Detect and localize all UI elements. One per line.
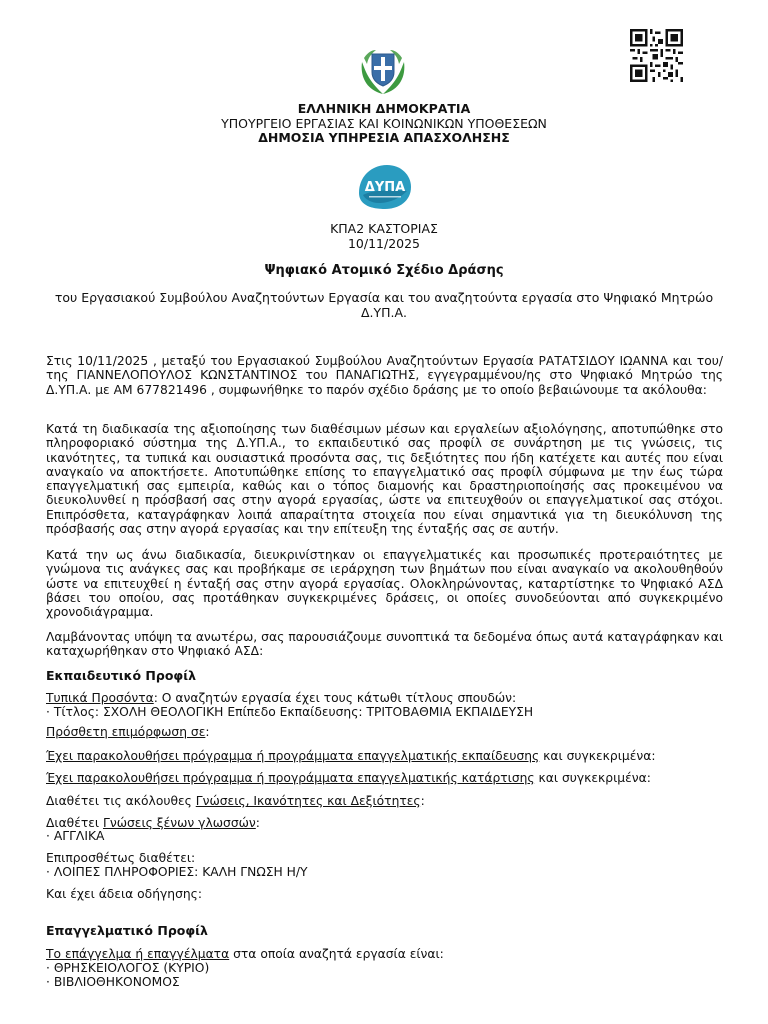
occupation-item-1: · ΘΡΗΣΚΕΙΟΛΟΓΟΣ (ΚΥΡΙΟ) <box>46 961 210 975</box>
skills-prefix: Διαθέτει τις ακόλουθες <box>46 794 196 808</box>
formal-qualifications-line <box>46 691 723 705</box>
formal-qualifications-label: Τυπικά Προσόντα <box>46 691 154 705</box>
summary-paragraph: Λαμβάνοντας υπόψη τα ανωτέρω, σας παρουσιάζουμε συνοπτικά τα δεδομένα όπως αυτά καταγράφηκαν και καταχωρήθηκαν στο Ψηφιακό ΑΣΔ: <box>46 630 723 659</box>
extra-training-line <box>46 725 723 739</box>
document-date: 10/11/2025 <box>347 236 421 251</box>
vocational-education-line <box>46 749 723 763</box>
office-name: ΚΠΑ2 ΚΑΣΤΟΡΙΑΣ <box>330 221 438 236</box>
extra-training-colon: : <box>205 725 210 739</box>
vocational-training-label: Έχει παρακολουθήσει πρόγραμμα ή προγράμματα επαγγελματικής κατάρτισης <box>46 771 535 785</box>
greek-emblem-icon <box>358 44 408 96</box>
ministry-heading: ΥΠΟΥΡΓΕΙΟ ΕΡΓΑΣΙΑΣ ΚΑΙ ΚΟΙΝΩΝΙΚΩΝ ΥΠΟΘΕΣΕΩΝ <box>221 116 547 131</box>
intro-paragraph: Στις 10/11/2025 , μεταξύ του Εργασιακού Συμβούλου Αναζητούντων Εργασία ΡΑΤΑΤΣΙΔΟΥ ΙΩΑΝΝΑ και του/της ΓΙΑΝΝΕΛΟΠΟΥΛΟΣ ΚΩΝΣΤΑΝΤΙΝΟΣ του ΠΑΝΑΓΙΩΤΗΣ, εγγεγραμμένου/ης στο Ψηφιακό Μητρώο της Δ.ΥΠ.Α. με ΑΜ 677821496 , συμφωνήθηκε το παρόν σχέδιο δράσης με το οποίο βεβαιώνουμε τα ακόλουθα: <box>46 354 723 397</box>
extra-training-label: Πρόσθετη επιμόρφωση σε <box>46 725 206 739</box>
vocational-education-label: Έχει παρακολουθήσει πρόγραμμα ή προγράμματα επαγγελματικής εκπαίδευσης <box>46 749 540 763</box>
professional-heading: Επαγγελματικό Προφίλ <box>46 923 208 938</box>
document-subtitle: του Εργασιακού Συμβούλου Αναζητούντων Εργασία και του αναζητούντα εργασία στο Ψηφιακό Μητρώο Δ.ΥΠ.Α. <box>54 290 714 320</box>
formal-qualifications-text: : Ο αναζητών εργασία έχει τους κάτωθι τίτλους σπουδών: <box>153 691 517 705</box>
driving-license-line: Και έχει άδεια οδήγησης: <box>46 887 203 901</box>
additional-item: · ΛΟΙΠΕΣ ΠΛΗΡΟΦΟΡΙΕΣ: ΚΑΛΗ ΓΝΩΣΗ Η/Υ <box>46 865 308 879</box>
languages-label: Γνώσεις ξένων γλωσσών <box>102 816 256 830</box>
qr-code-icon <box>629 29 684 82</box>
document-title: Ψηφιακό Ατομικό Σχέδιο Δράσης <box>264 263 504 278</box>
priorities-paragraph: Κατά την ως άνω διαδικασία, διευκρινίστηκαν οι επαγγελματικές και προσωπικές προτεραιότητες με γνώμονα τις ανάγκες σας και προβήκαμε σε ιεράρχηση των βημάτων που είναι αναγκαίο να ακολουθηθούν ώστε να επιτευχθεί η ένταξή σας στην αγορά εργασίας. Ολοκληρώνοντας, καταρτίστηκε το Ψηφιακό ΑΣΔ βάσει του οποίου, σας προτάθηκαν συγκεκριμένες δράσεις, οι οποίες συνοδεύονται από συγκεκριμένο χρονοδιάγραμμα. <box>46 548 723 620</box>
languages-prefix: Διαθέτει <box>46 816 103 830</box>
logo-text: ΔΥΠΑ <box>364 180 406 195</box>
vocational-training-line <box>46 771 723 785</box>
vocational-education-text: και συγκεκριμένα: <box>539 749 656 763</box>
skills-suffix: : <box>420 794 425 808</box>
degree-line: · Τίτλος: ΣΧΟΛΗ ΘΕΟΛΟΓΙΚΗ Επίπεδο Εκπαίδευσης: ΤΡΙΤΟΒΑΘΜΙΑ ΕΚΠΑΙΔΕΥΣΗ <box>46 705 534 719</box>
occupations-label: Το επάγγελμα ή επαγγέλματα <box>46 947 230 961</box>
education-heading: Εκπαιδευτικό Προφίλ <box>46 668 196 683</box>
occupations-text: στα οποία αναζητά εργασία είναι: <box>229 947 444 961</box>
country-heading: ΕΛΛΗΝΙΚΗ ΔΗΜΟΚΡΑΤΙΑ <box>297 101 471 116</box>
assessment-paragraph: Κατά τη διαδικασία της αξιοποίησης των διαθέσιμων μέσων και εργαλείων αξιολόγησης, αποτυπώθηκε στο πληροφοριακό σύστημα της Δ.ΥΠ.Α., το εκπαιδευτικό σας προφίλ σε συνάρτηση με τις γνώσεις, τις ικανότητες, τα τυπικά και ουσιαστικά προσόντα σας, τις δεξιότητες που ήδη κατέχετε και αυτές που είναι αναγκαίο να αποκτήσετε. Αποτυπώθηκε επίσης το επαγγελματικό σας προφίλ σύμφωνα με την έως τώρα επαγγελματική σας εμπειρία, καθώς και ο τόπος διαμονής και δραστηριοποίησής σας προκειμένου να διευκολυνθεί η πρόσβασή σας στην αγορά εργασίας, ώστε να επιτευχθούν οι επαγγελματικοί σας στόχοι. Επιπρόσθετα, καταγράφηκαν λοιπά απαραίτητα στοιχεία που είναι σημαντικά για τη διευκόλυνση της πρόσβασής σας στην αγορά εργασίας και την επίτευξη της ένταξής σας σε αυτήν. <box>46 422 723 537</box>
additional-label: Επιπροσθέτως διαθέτει: <box>46 851 196 865</box>
dypa-logo-icon <box>355 163 413 211</box>
language-item: · ΑΓΓΛΙΚΑ <box>46 829 105 843</box>
languages-suffix: : <box>255 816 260 830</box>
service-heading: ΔΗΜΟΣΙΑ ΥΠΗΡΕΣΙΑ ΑΠΑΣΧΟΛΗΣΗΣ <box>258 130 510 145</box>
skills-line <box>46 794 723 808</box>
skills-label: Γνώσεις, Ικανότητες και Δεξιότητες <box>195 794 421 808</box>
occupations-line <box>46 947 723 961</box>
vocational-training-text: και συγκεκριμένα: <box>534 771 651 785</box>
occupation-item-2: · ΒΙΒΛΙΟΘΗΚΟΝΟΜΟΣ <box>46 975 180 989</box>
